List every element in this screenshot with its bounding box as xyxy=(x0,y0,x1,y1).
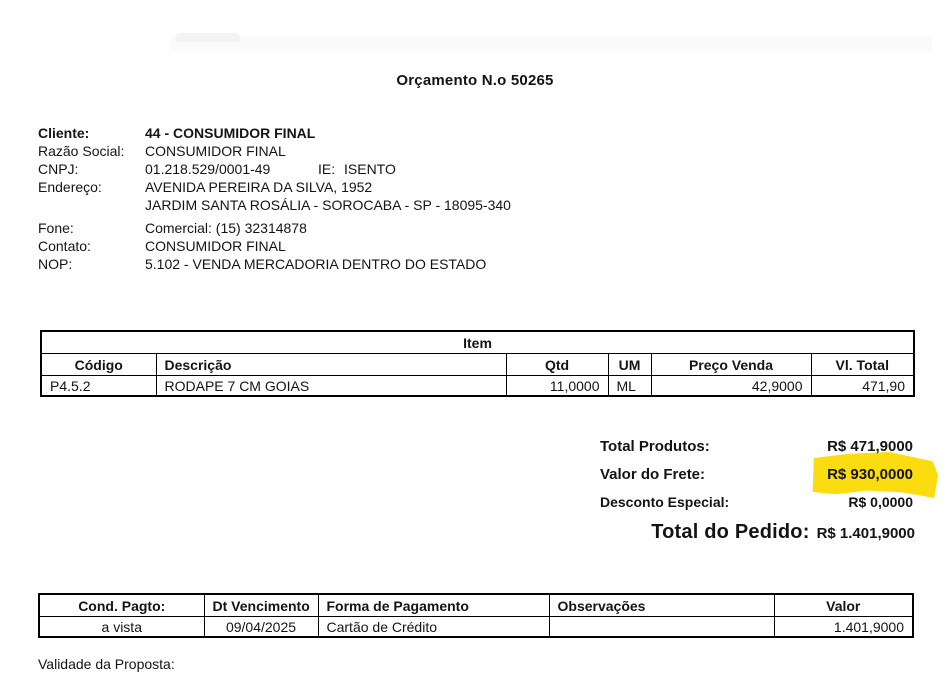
grand-total-row xyxy=(600,521,915,544)
cell-qtd: 11,0000 xyxy=(506,376,608,397)
cell-cond-pagto: a vista xyxy=(39,617,204,638)
client-row-razao-social xyxy=(38,142,511,160)
item-table-group-row xyxy=(41,331,914,354)
payment-table-header-row xyxy=(39,594,913,617)
grand-total-value: R$ 1.401,9000 xyxy=(816,525,915,542)
total-produtos-label: Total Produtos: xyxy=(600,438,710,455)
client-label: Razão Social: xyxy=(38,143,125,159)
client-value: 5.102 - VENDA MERCADORIA DENTRO DO ESTADO xyxy=(145,256,487,272)
document-title: Orçamento N.o 50265 xyxy=(396,72,554,89)
col-header-forma-de-pagamento: Forma de Pagamento xyxy=(318,594,549,617)
item-table-group-header: Item xyxy=(41,331,914,354)
col-header-um: UM xyxy=(608,354,651,376)
col-header-cond-pagto: Cond. Pagto: xyxy=(39,594,204,617)
valor-frete-row xyxy=(600,466,913,494)
cell-observacoes xyxy=(549,617,774,638)
col-header-qtd: Qtd xyxy=(506,354,608,376)
col-header-preco-venda: Preço Venda xyxy=(651,354,811,376)
cnpj-value: 01.218.529/0001-49 xyxy=(145,161,271,177)
col-header-observacoes: Observações xyxy=(549,594,774,617)
client-row-contato xyxy=(38,237,511,255)
client-label: Contato: xyxy=(38,238,91,254)
cell-descricao: RODAPE 7 CM GOIAS xyxy=(156,376,506,397)
client-row-cliente xyxy=(38,124,511,142)
client-value: AVENIDA PEREIRA DA SILVA, 1952 xyxy=(145,179,373,195)
validity-label: Validade da Proposta: xyxy=(38,656,175,672)
ie-label: IE: xyxy=(318,161,336,177)
cell-vl-total: 471,90 xyxy=(811,376,914,397)
item-table xyxy=(40,330,915,397)
client-row-endereco-line2 xyxy=(38,196,511,214)
col-header-vl-total: Vl. Total xyxy=(811,354,914,376)
valor-frete-value: R$ 930,0000 xyxy=(827,466,913,483)
col-header-descricao: Descrição xyxy=(156,354,506,376)
totals-block xyxy=(600,438,913,522)
client-label: NOP: xyxy=(38,256,73,272)
col-header-dt-vencimento: Dt Vencimento xyxy=(204,594,318,617)
cell-um: ML xyxy=(608,376,651,397)
client-value: 44 - CONSUMIDOR FINAL xyxy=(145,125,316,141)
client-value: Comercial: (15) 32314878 xyxy=(145,220,307,236)
cell-forma-de-pagamento: Cartão de Crédito xyxy=(318,617,549,638)
client-label xyxy=(38,196,145,214)
desconto-especial-value: R$ 0,0000 xyxy=(848,494,913,510)
client-row-fone xyxy=(38,219,511,237)
item-table-header-row xyxy=(41,354,914,376)
col-header-codigo: Código xyxy=(41,354,156,376)
total-produtos-row xyxy=(600,438,913,466)
client-label: Endereço: xyxy=(38,179,102,195)
client-label: Cliente: xyxy=(38,125,90,141)
client-row-endereco xyxy=(38,178,511,196)
client-row-cnpj xyxy=(38,160,511,178)
client-value: CONSUMIDOR FINAL xyxy=(145,238,286,254)
cell-dt-vencimento: 09/04/2025 xyxy=(204,617,318,638)
valor-frete-label: Valor do Frete: xyxy=(600,466,706,483)
client-info-block xyxy=(38,124,511,273)
ie-value: ISENTO xyxy=(344,161,396,177)
client-label: Fone: xyxy=(38,220,74,236)
total-produtos-value: R$ 471,9000 xyxy=(827,438,913,455)
client-value: JARDIM SANTA ROSÁLIA - SOROCABA - SP - 18095-340 xyxy=(145,197,511,213)
payment-table-row xyxy=(39,617,913,638)
client-label: CNPJ: xyxy=(38,161,79,177)
desconto-especial-label: Desconto Especial: xyxy=(600,494,730,510)
client-value: CONSUMIDOR FINAL xyxy=(145,143,286,159)
grand-total-label: Total do Pedido: xyxy=(651,521,810,543)
client-row-nop xyxy=(38,255,511,273)
cell-preco-venda: 42,9000 xyxy=(651,376,811,397)
top-faint-bar xyxy=(170,36,932,51)
cell-codigo: P4.5.2 xyxy=(41,376,156,397)
cell-valor: 1.401,9000 xyxy=(774,617,913,638)
top-faint-smudge xyxy=(176,33,240,42)
col-header-valor: Valor xyxy=(774,594,913,617)
payment-table xyxy=(38,593,914,638)
item-table-row xyxy=(41,376,914,397)
desconto-especial-row xyxy=(600,494,913,522)
